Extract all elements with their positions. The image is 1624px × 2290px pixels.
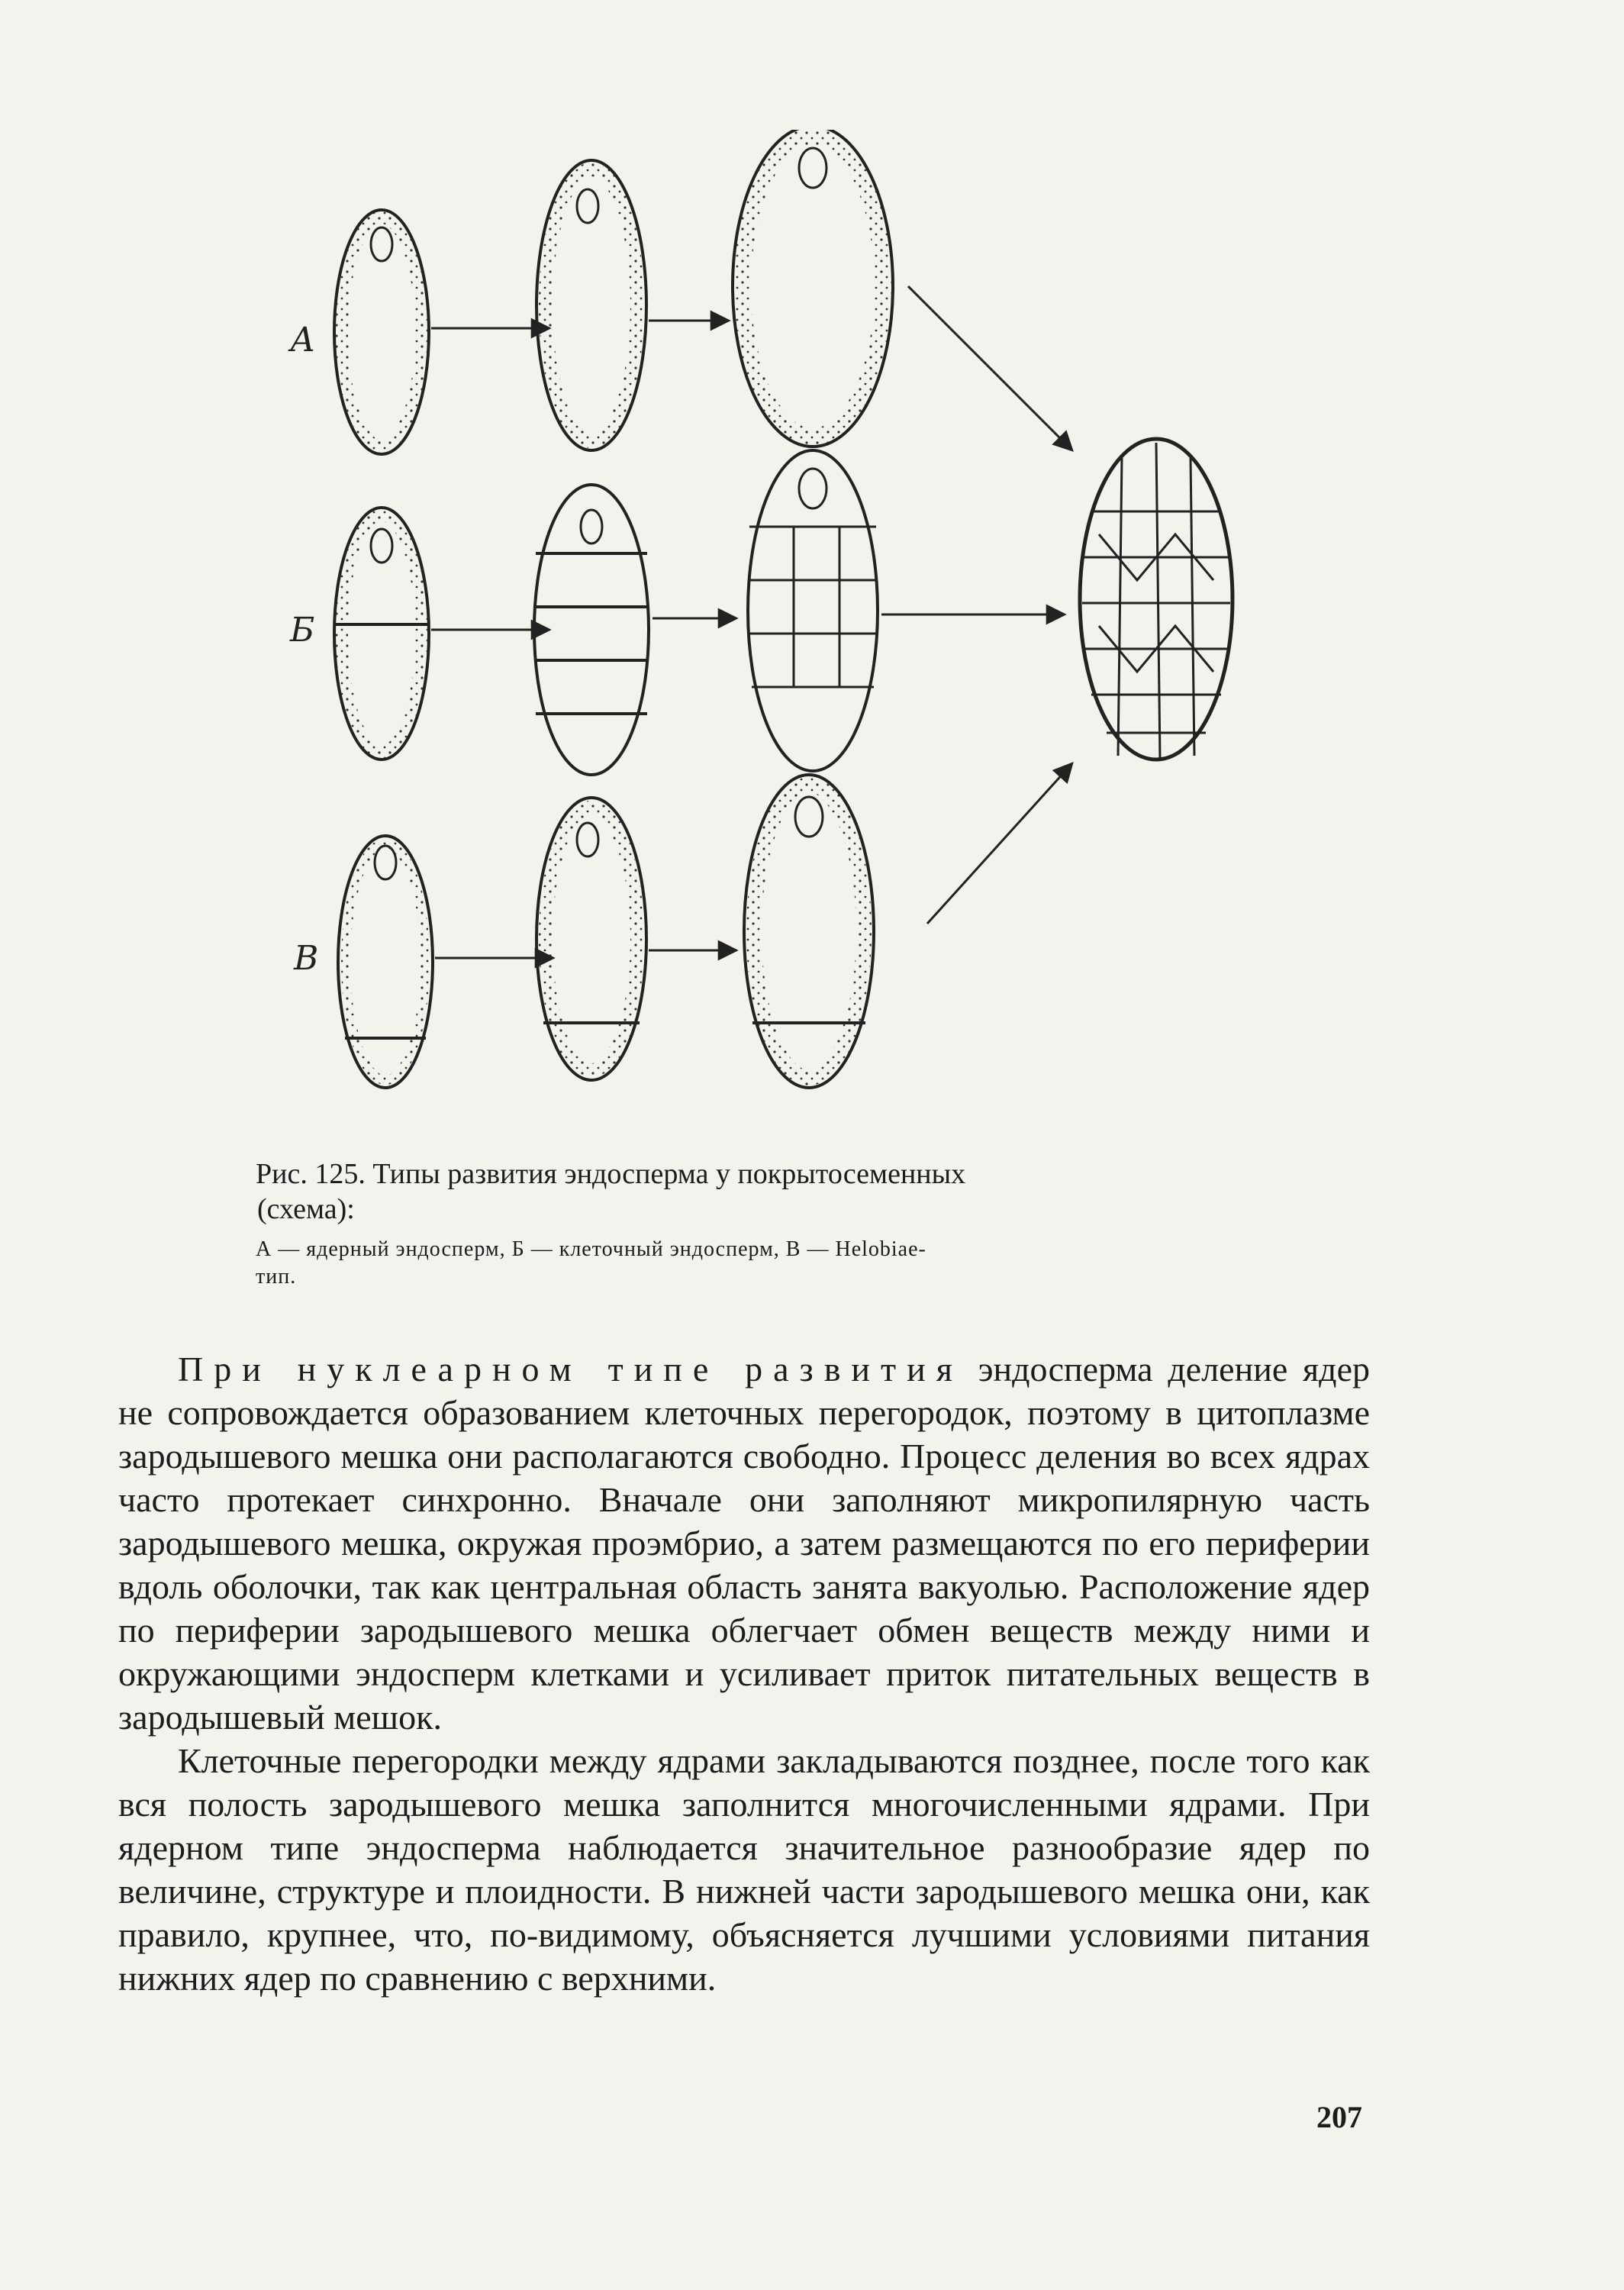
paragraph-2: Клеточные перегородки между ядрами закладываются позднее, после того как вся полость зародышевого мешка заполнится многочисленными ядрами. При ядерном типе эндосперма наблюдается значительное разнообразие ядер по величине, структуре и плоидности. В нижней части зародышевого мешка они, как правило, крупнее, что, по-видимому, объясняется лучшими условиями питания нижних ядер по сравнению с верхними. [118,1741,1370,1998]
cell-b2 [534,485,649,775]
caption-legend-line2: тип. [256,1265,297,1289]
caption-title [256,1156,1362,1227]
caption-title-line1: Рис. 125. Типы развития эндосперма у покрытосеменных [256,1158,966,1190]
paragraph-1 [118,1347,1370,1739]
final-endosperm [1080,439,1232,760]
endosperm-diagram [259,130,1252,1122]
cell-b3 [748,450,878,771]
cell-c1 [338,836,433,1088]
row-label-c: В [294,939,319,978]
paragraph-1-spaced: При нуклеарном типе развития [178,1350,963,1389]
cell-a2 [536,160,646,450]
row-label-a: А [290,321,316,360]
cell-b1 [334,508,429,760]
body-text [118,1347,1370,2000]
cell-c2 [536,798,646,1080]
endosperm-figure [259,130,1252,1122]
cell-a1 [334,210,429,454]
caption-legend-line1: А — ядерный эндосперм, Б — клеточный эндосперм, В — Helobiae- [256,1237,926,1261]
row-c-cells [338,763,1072,1088]
caption-legend [256,1236,1362,1291]
row-a-cells [334,130,1072,454]
cell-c3 [744,775,874,1088]
row-label-b: Б [290,611,315,650]
row-b-cells [334,450,1065,775]
caption-title-line2: (схема): [257,1193,355,1225]
paragraph-1-rest: эндосперма деление ядер не сопровождается образованием клеточных перегородок, поэтому в цитоплазме зародышевого мешка они располагаются свободно. Процесс деления во всех ядрах часто протекает синхронно. Вначале они заполняют микропилярную часть зародышевого мешка, окружая проэмбрио, а затем размещаются по его периферии вдоль оболочки, так как центральная область занята вакуолью. Расположение ядер по периферии зародышевого мешка облегчает обмен веществ между ними и окружающими эндосперм клетками и усиливает приток питательных веществ в зародышевый мешок. [118,1350,1371,1737]
page-number: 207 [1316,2100,1362,2134]
figure-caption [256,1156,1362,1291]
